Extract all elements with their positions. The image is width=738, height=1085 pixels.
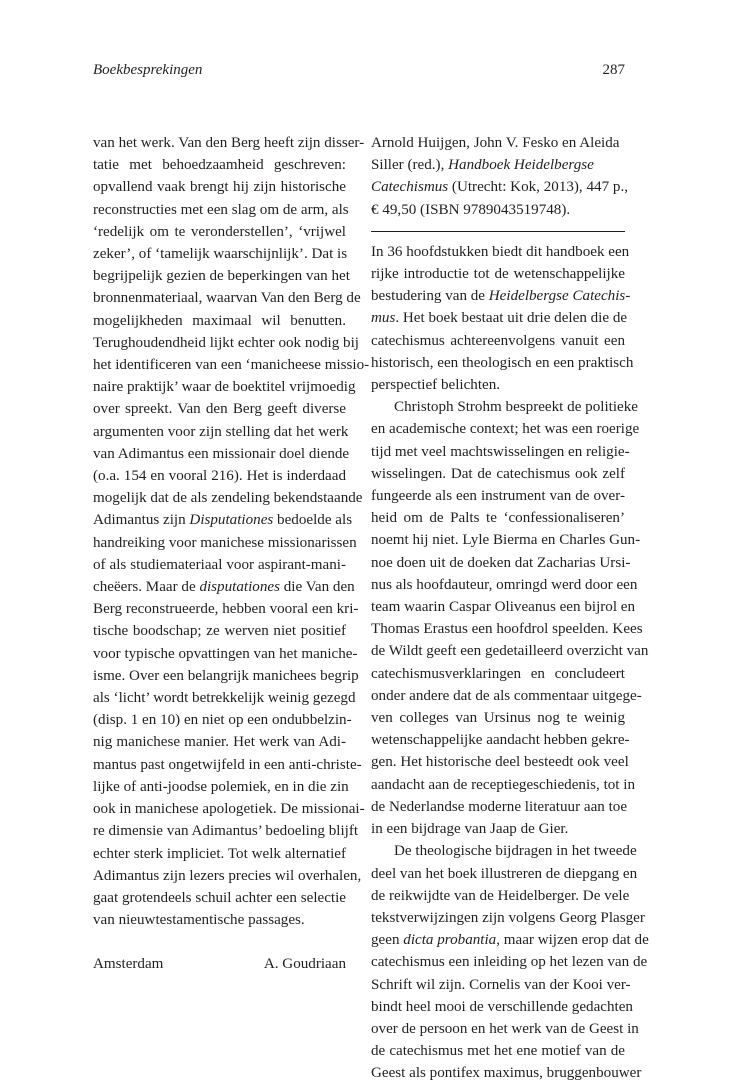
left-column [93, 132, 370, 976]
paragraph [371, 241, 634, 396]
text-line: bronnenmateriaal, waarvan Van den Berg de [93, 290, 361, 307]
text-line: van Adimantus een missionair doel diende [93, 445, 350, 462]
text-line: Thomas Erastus een hoofdrol speelden. Kees [371, 621, 643, 638]
paragraph [371, 840, 649, 1084]
citation-line: Arnold Huijgen, John V. Fesko en Aleida [371, 135, 620, 151]
text-line: handreiking voor manichese missionarissen [93, 534, 357, 551]
text-line: reconstructies met een slag om de arm, als [93, 201, 349, 218]
text-line: Berg reconstrueerde, hebben vooral een kri- [93, 601, 359, 618]
review-continuation [93, 132, 370, 931]
text-line: ook in manichese apologetiek. De missionai- [93, 801, 365, 818]
text-line: aandacht aan de receptiegeschiedenis, tot in [371, 776, 636, 793]
text-line: begrijpelijk gezien de beperkingen van het [93, 268, 350, 285]
text-line: tijd met veel machtswisselingen en religie- [371, 443, 630, 460]
text-line: Adimantus zijn lezers precies wil overhalen, [93, 867, 362, 884]
text-line: voor typische opvattingen van het maniche- [93, 645, 358, 662]
text-line: isme. Over een belangrijk manichees begrip [93, 667, 359, 684]
text-line: wetenschappelijke aandacht hebben gekre- [371, 732, 630, 749]
text-line: over de persoon en het werk van de Geest in [371, 1020, 639, 1037]
text-line: ‘redelijk om te veronderstellen’, ‘vrijwel [93, 223, 346, 240]
text-line: lijke of anti-joodse polemiek, en in die zin [93, 778, 349, 795]
text-line: nus als hoofdauteur, omringd werd door een [371, 576, 638, 593]
text-line: Adimantus zijn Disputationes bedoelde als [93, 512, 353, 529]
text-line: Geest als pontifex maximus, bruggenbouwer [371, 1065, 642, 1082]
signature-author: A. Goudriaan [263, 956, 346, 973]
text-line: heid om de Palts te ‘confessionaliseren’ [371, 510, 625, 527]
text-line: fungeerde als een instrument van de over- [371, 488, 625, 505]
citation-line: Siller (red.), Handboek Heidelbergse [371, 157, 594, 174]
text-line: nig manichese manier. Het werk van Adi- [93, 734, 346, 751]
text-line: argumenten voor zijn stelling dat het werk [93, 423, 349, 440]
citation-line: Catechismus (Utrecht: Kok, 2013), 447 p., [371, 179, 628, 196]
text-line: cheëers. Maar de disputationes die Van den [93, 579, 355, 596]
text-line: In 36 hoofdstukken biedt dit handboek een [371, 243, 630, 260]
text-line: team waarin Caspar Oliveanus een bijrol en [371, 599, 636, 616]
review-signature [93, 953, 346, 975]
text-line: van het werk. Van den Berg heeft zijn disser- [93, 135, 365, 151]
text-line: bestudering van de Heidelbergse Catechis- [371, 288, 631, 305]
text-line: de Wildt geeft een gedetailleerd overzicht van [371, 643, 649, 660]
section-title: Boekbesprekingen [93, 62, 203, 78]
text-line: mus. Het boek bestaat uit drie delen die de [371, 310, 628, 327]
text-line: catechismus achtereenvolgens vanuit een [371, 332, 625, 349]
text-line: deel van het boek illustreren de diepgang en [371, 865, 638, 882]
text-line: Christoph Strohm bespreekt de politieke [394, 399, 638, 416]
text-line: over spreekt. Van den Berg geeft diverse [93, 401, 346, 418]
text-line: historisch, een theologisch en een praktisch [371, 354, 634, 371]
text-line: van nieuwtestamentische passages. [93, 912, 305, 929]
book-citation [371, 132, 628, 221]
text-line: in een bijdrage van Jaap de Gier. [371, 821, 569, 838]
text-line: opvallend vaak brengt hij zijn historische [93, 179, 346, 196]
text-line: (o.a. 154 en vooral 216). Het is inderdaad [93, 468, 346, 485]
text-line: de reikwijdte van de Heidelberger. De vele [371, 887, 630, 904]
text-line: re dimensie van Adimantus’ bedoeling blijft [93, 823, 359, 840]
text-line: de Nederlandse moderne literatuur aan toe [371, 798, 628, 815]
text-line: noe doen uit de doeken dat Zacharias Ursi- [371, 554, 631, 571]
text-line: noemt hij niet. Lyle Bierma en Charles Gun- [371, 532, 641, 549]
text-line: en academische context; het was een roerige [371, 421, 640, 438]
right-column [371, 132, 649, 1085]
text-line: Terughoudendheid lijkt echter ook nodig bij [93, 334, 359, 351]
review-body [371, 241, 649, 1085]
text-line: tatie met behoedzaamheid geschreven: [93, 157, 346, 174]
text-line: ven colleges van Ursinus nog te weinig [371, 710, 625, 727]
text-line: mogelijkheden maximaal wil benutten. [93, 312, 346, 329]
text-line: of als studiemateriaal voor aspirant-mani- [93, 556, 346, 573]
citation-line: € 49,50 (ISBN 9789043519748). [371, 201, 571, 218]
text-line: gaat grotendeels schuil achter een selectie [93, 889, 346, 906]
text-line: bindt heel mooi de verschillende gedachten [371, 998, 633, 1015]
citation-rule [371, 231, 625, 232]
text-line: wisselingen. Dat de catechismus ook zelf [371, 465, 625, 482]
text-line: perspectief belichten. [371, 377, 501, 394]
text-line: geen dicta probantia, maar wijzen erop dat de [371, 932, 649, 949]
text-line: mogelijk dat de als zendeling bekendstaande [93, 490, 363, 507]
text-line: Schrift wil zijn. Cornelis van der Kooi ver- [371, 976, 631, 993]
text-line: onder andere dat de als commentaar uitgege- [371, 687, 642, 704]
text-line: tische boodschap; ze werven niet positief [93, 623, 346, 640]
text-line: mantus past ongetwijfeld in een anti-christe- [93, 756, 362, 773]
text-line: rijke introductie tot de wetenschappelijke [371, 266, 625, 283]
text-line: als ‘licht’ wordt betrekkelijk weinig gezegd [93, 690, 356, 707]
signature-place: Amsterdam [93, 956, 164, 973]
text-line: (disp. 1 en 10) en niet op een ondubbelzin- [93, 712, 352, 729]
text-line: naire praktijk’ waar de boektitel vrijmoedig [93, 379, 356, 396]
text-line: echter sterk impliciet. Tot welk alternatief [93, 845, 346, 862]
text-line: zeker’, of ‘tamelijk waarschijnlijk’. Dat is [93, 246, 348, 263]
text-line: catechismus een inleiding op het lezen van de [371, 954, 648, 971]
text-line: het identificeren van een ‘manicheese missio- [93, 357, 370, 374]
page-number: 287 [602, 62, 625, 78]
text-line: de catechismus met het ene motief van de [371, 1043, 625, 1060]
text-line: gen. Het historische deel besteedt ook veel [371, 754, 629, 771]
running-head [93, 62, 625, 84]
text-line: De theologische bijdragen in het tweede [394, 843, 637, 860]
paragraph [371, 396, 649, 840]
text-line: catechismusverklaringen en concludeert [371, 665, 625, 682]
text-line: tekstverwijzingen zijn volgens Georg Plasger [371, 909, 645, 926]
